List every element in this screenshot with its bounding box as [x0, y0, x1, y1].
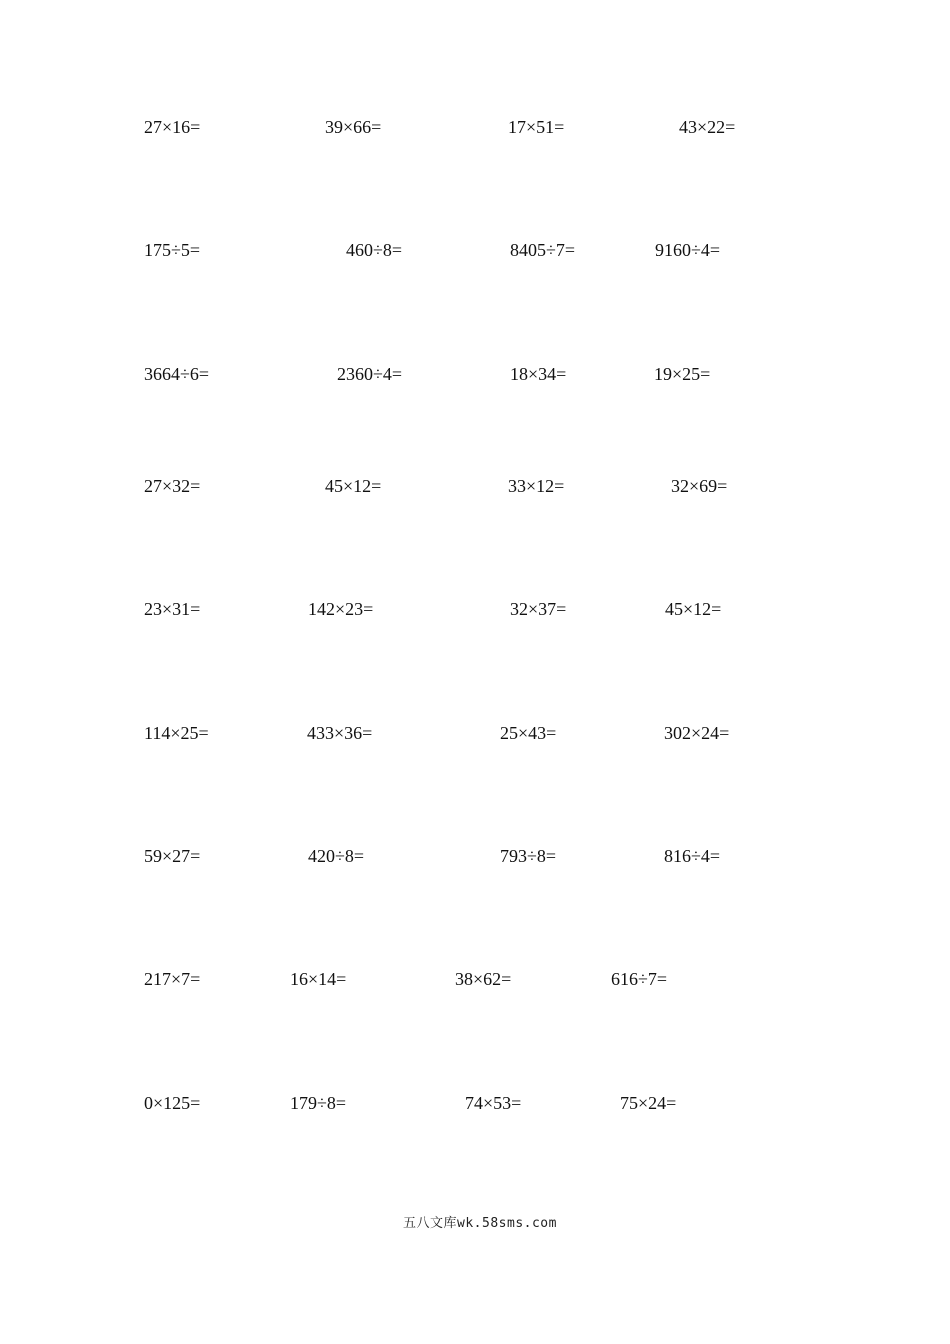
problem-1-4: 43×22=: [679, 117, 736, 137]
problem-row-4: [0, 474, 950, 504]
problem-5-1: 23×31=: [144, 599, 201, 619]
problem-8-4: 616÷7=: [611, 969, 668, 989]
problem-3-3: 18×34=: [510, 364, 567, 384]
problem-1-1: 27×16=: [144, 117, 201, 137]
problem-3-2: 2360÷4=: [337, 364, 403, 384]
problem-row-9: [0, 1091, 950, 1121]
problem-6-2: 433×36=: [307, 723, 373, 743]
problem-9-4: 75×24=: [620, 1093, 677, 1113]
problem-6-1: 114×25=: [144, 723, 209, 743]
problem-9-3: 74×53=: [465, 1093, 522, 1113]
problem-5-3: 32×37=: [510, 599, 567, 619]
problem-3-1: 3664÷6=: [144, 364, 210, 384]
problem-1-2: 39×66=: [325, 117, 382, 137]
problem-2-3: 8405÷7=: [510, 240, 576, 260]
problem-9-1: 0×125=: [144, 1093, 201, 1113]
footer-text: 五八文库wk.58sms.com: [403, 1216, 557, 1231]
problem-4-4: 32×69=: [671, 476, 728, 496]
problem-row-2: [0, 238, 950, 268]
problem-1-3: 17×51=: [508, 117, 565, 137]
problem-row-8: [0, 967, 950, 997]
problem-4-1: 27×32=: [144, 476, 201, 496]
problem-7-1: 59×27=: [144, 846, 201, 866]
problem-6-3: 25×43=: [500, 723, 557, 743]
problem-4-3: 33×12=: [508, 476, 565, 496]
problem-7-2: 420÷8=: [308, 846, 365, 866]
problem-6-4: 302×24=: [664, 723, 730, 743]
problem-row-7: [0, 844, 950, 874]
problem-2-2: 460÷8=: [346, 240, 403, 260]
problem-7-3: 793÷8=: [500, 846, 557, 866]
problem-5-2: 142×23=: [308, 599, 374, 619]
footer-watermark: [0, 1212, 950, 1231]
problem-9-2: 179÷8=: [290, 1093, 347, 1113]
problem-8-3: 38×62=: [455, 969, 512, 989]
problem-row-5: [0, 597, 950, 627]
problem-2-1: 175÷5=: [144, 240, 201, 260]
problem-2-4: 9160÷4=: [655, 240, 721, 260]
problem-3-4: 19×25=: [654, 364, 711, 384]
problem-4-2: 45×12=: [325, 476, 382, 496]
problem-8-2: 16×14=: [290, 969, 347, 989]
problem-row-1: [0, 115, 950, 145]
problem-row-6: [0, 721, 950, 751]
problem-8-1: 217×7=: [144, 969, 201, 989]
problem-row-3: [0, 362, 950, 392]
problem-7-4: 816÷4=: [664, 846, 721, 866]
problem-5-4: 45×12=: [665, 599, 722, 619]
